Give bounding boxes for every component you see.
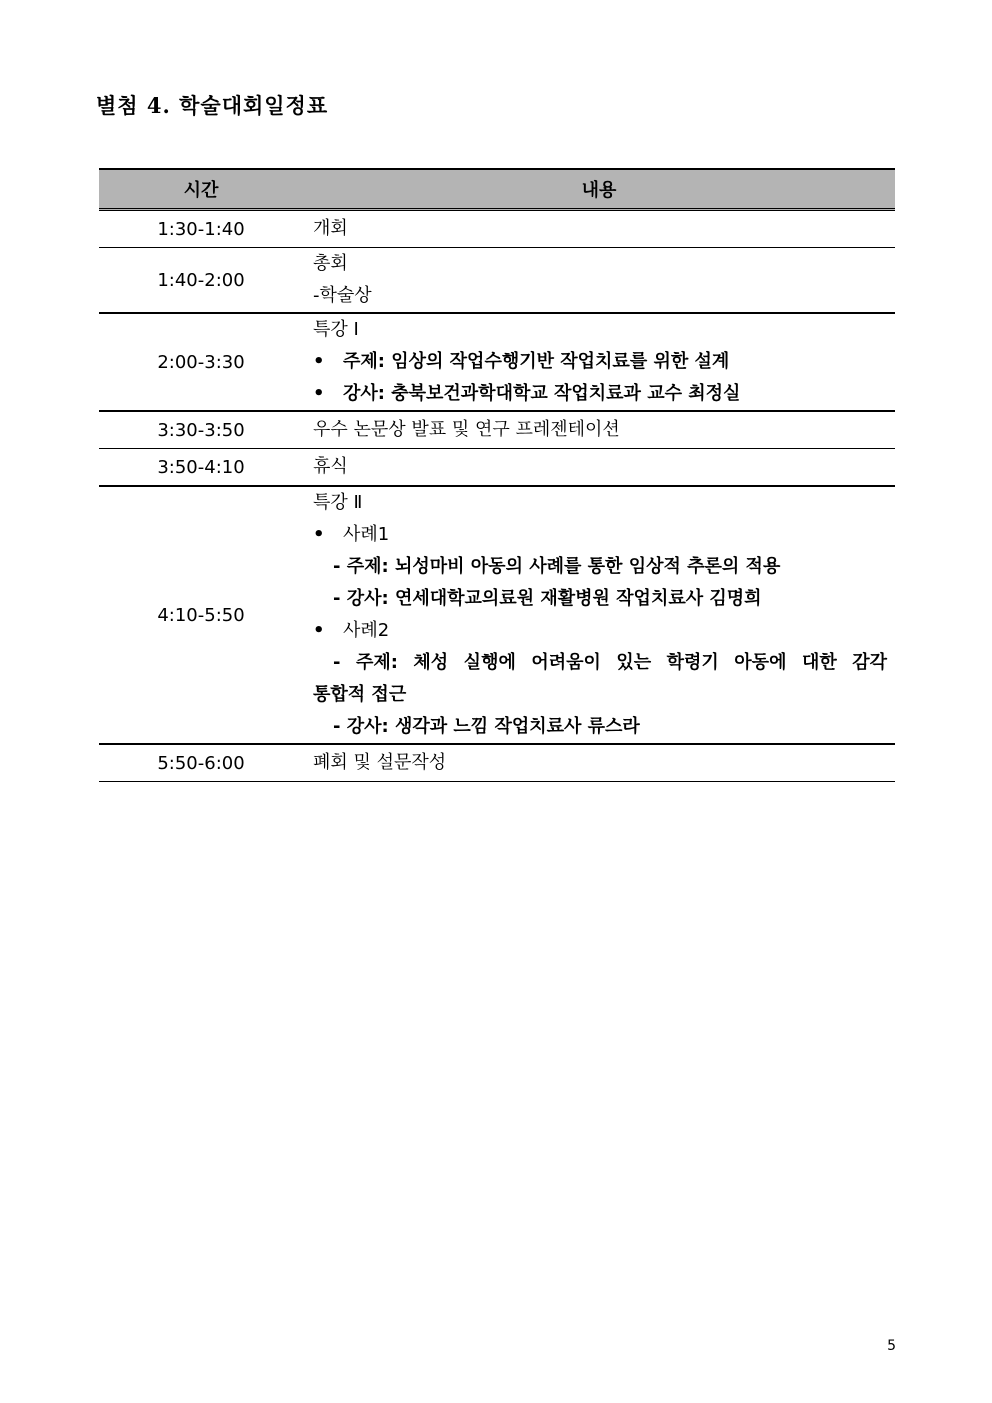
time-cell: 5:50-6:00 <box>99 744 303 782</box>
bullet-icon: • <box>313 383 325 404</box>
bullet-icon: • <box>313 524 325 545</box>
content-line: 통합적 접근 <box>313 684 407 705</box>
time-cell: 1:30-1:40 <box>99 210 303 248</box>
table-row <box>99 210 895 248</box>
content-line: - 강사: 연세대학교의료원 재활병원 작업치료사 김명희 <box>333 588 762 609</box>
content-cell <box>303 486 895 744</box>
content-line: 폐회 및 설문작성 <box>313 752 447 773</box>
table-row <box>99 449 895 487</box>
content-line <box>313 378 887 410</box>
content-cell <box>303 744 895 782</box>
content-cell <box>303 248 895 314</box>
content-line <box>313 519 887 551</box>
page-title: 별첨 4. 학술대회일정표 <box>96 93 329 118</box>
content-line: 총회 <box>313 253 348 274</box>
content-line: 특강 Ⅱ <box>313 492 363 513</box>
content-line: 개회 <box>313 218 348 239</box>
time-cell: 3:30-3:50 <box>99 411 303 449</box>
bullet-icon: • <box>313 620 325 641</box>
content-line: - 강사: 생각과 느낌 작업치료사 류스라 <box>333 716 640 737</box>
content-cell <box>303 210 895 248</box>
time-cell: 1:40-2:00 <box>99 248 303 314</box>
bullet-text: 강사: 충북보건과학대학교 작업치료과 교수 최정실 <box>343 383 741 404</box>
time-cell: 4:10-5:50 <box>99 486 303 744</box>
header-time: 시간 <box>99 169 303 210</box>
table-row <box>99 744 895 782</box>
bullet-text: 사례1 <box>343 524 390 545</box>
content-line: - 주제: 체성 실행에 어려움이 있는 학령기 아동에 대한 감각 <box>333 652 887 673</box>
table-row <box>99 486 895 744</box>
content-line <box>313 346 887 378</box>
table-row <box>99 248 895 314</box>
content-line: 특강 Ⅰ <box>313 319 359 340</box>
bullet-text: 사례2 <box>343 620 390 641</box>
content-line: 우수 논문상 발표 및 연구 프레젠테이션 <box>313 419 620 440</box>
content-cell <box>303 411 895 449</box>
schedule-table <box>99 168 895 782</box>
content-line: -학술상 <box>313 285 372 306</box>
content-line <box>313 615 887 647</box>
content-cell <box>303 313 895 411</box>
table-row <box>99 411 895 449</box>
header-content: 내용 <box>303 169 895 210</box>
table-row <box>99 313 895 411</box>
table-header-row <box>99 169 895 210</box>
time-cell: 3:50-4:10 <box>99 449 303 487</box>
bullet-icon: • <box>313 351 325 372</box>
content-line: - 주제: 뇌성마비 아동의 사례를 통한 임상적 추론의 적용 <box>333 556 781 577</box>
page-number: 5 <box>887 1338 896 1354</box>
bullet-text: 주제: 임상의 작업수행기반 작업치료를 위한 설계 <box>343 351 730 372</box>
content-line: 휴식 <box>313 456 348 477</box>
time-cell: 2:00-3:30 <box>99 313 303 411</box>
content-cell <box>303 449 895 487</box>
